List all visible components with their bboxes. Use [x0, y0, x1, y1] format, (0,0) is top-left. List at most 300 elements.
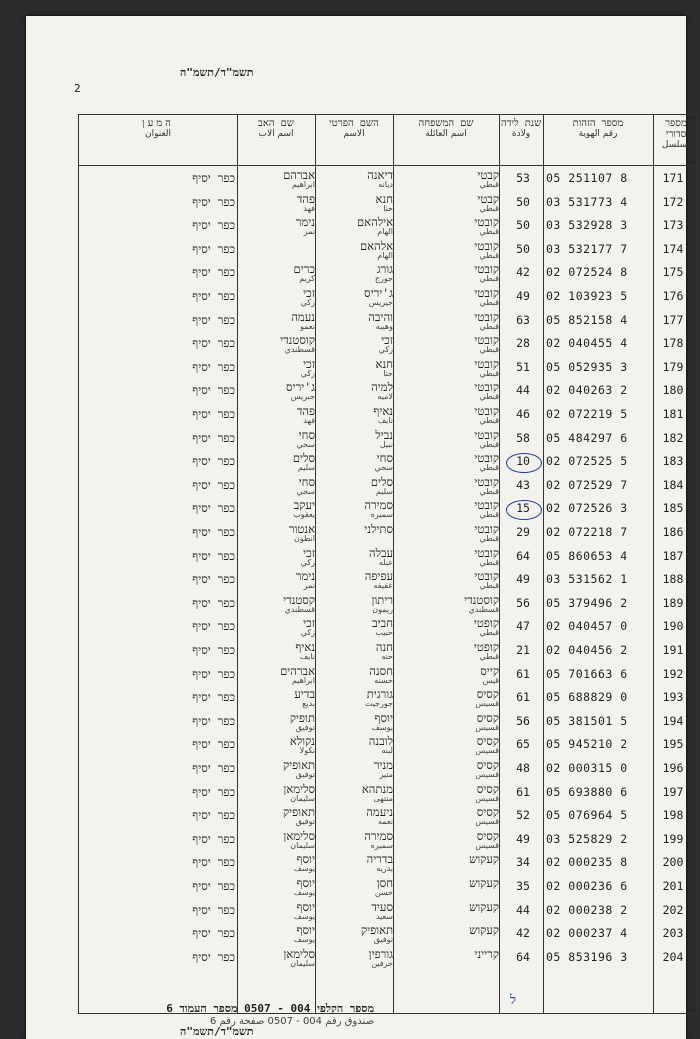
row-father-name-arabic: فهد	[303, 203, 315, 213]
table-row	[79, 663, 699, 687]
row-id-number: 05 381501 5	[546, 713, 628, 728]
row-id-number: 05 853196 3	[546, 949, 628, 964]
row-id-number: 03 532177 7	[546, 241, 628, 256]
row-father-name: קוסטנדי	[280, 333, 315, 348]
row-id-number: 05 688829 0	[546, 690, 628, 705]
row-first-name: מניר	[373, 758, 393, 772]
row-father-name-arabic: نكولا	[299, 746, 315, 756]
row-father-name: פהד	[296, 404, 315, 418]
row-father-name-arabic: نعمو	[300, 321, 315, 331]
table-row	[79, 639, 699, 663]
pen-circle-mark	[506, 500, 542, 520]
row-family-name-arabic: قبطي	[479, 368, 499, 378]
row-seq: 171	[662, 171, 684, 185]
row-first-name-arabic: سعيد	[375, 911, 393, 921]
row-birth-year: 61	[516, 690, 530, 705]
row-address: כפר יסיף	[192, 690, 235, 705]
row-seq: 182	[662, 430, 684, 445]
row-id-number: 02 040457 0	[546, 619, 628, 634]
row-seq: 196	[662, 761, 684, 775]
row-birth-year: 56	[516, 713, 530, 728]
row-first-name-arabic: جورج	[374, 274, 393, 284]
table-row	[79, 167, 699, 191]
row-family-name: קובטי	[474, 404, 499, 418]
row-family-name-arabic: قبطي	[479, 534, 499, 543]
row-id-number: 05 701663 6	[546, 666, 628, 681]
row-seq: 201	[662, 879, 684, 893]
row-seq: 202	[662, 902, 684, 917]
row-first-name: אלהאם	[360, 238, 393, 253]
row-first-name: יוסף	[374, 710, 393, 725]
row-birth-year: 42	[516, 926, 530, 941]
row-father-name-arabic: سليمان	[290, 840, 315, 850]
row-id-number: 03 525829 2	[546, 831, 628, 846]
row-family-name-arabic: قبطي	[479, 180, 499, 189]
row-father-name: יוסף	[296, 899, 315, 914]
row-family-name: קובטי	[474, 262, 499, 277]
row-birth-year: 49	[516, 572, 530, 587]
row-birth-year: 47	[516, 619, 530, 634]
row-family-name-arabic: قبطي	[479, 298, 499, 307]
row-address: כפר יסיף	[192, 171, 235, 185]
row-id-number: 05 484297 6	[546, 430, 628, 445]
row-address: כפר יסיף	[192, 902, 235, 917]
header-divider	[79, 165, 697, 166]
row-father-name: נימר	[295, 569, 315, 584]
row-father-name: סלימאן	[283, 946, 315, 961]
row-first-name-arabic: ريمون	[372, 604, 393, 614]
row-first-name-arabic: عفيفه	[373, 581, 393, 591]
row-family-name: קובטי	[474, 215, 499, 230]
row-birth-year: 15	[516, 501, 530, 516]
row-first-name: סעיד	[371, 899, 393, 914]
header-seq: מספר סדורי تسلسل	[661, 118, 691, 150]
row-father-name: נעמה	[291, 309, 315, 324]
row-father-name-arabic: ابراهيم	[291, 180, 315, 189]
row-father-name: יעקב	[293, 498, 315, 513]
row-first-name-arabic: لاميه	[377, 392, 393, 402]
row-family-name-arabic: قبطي	[479, 345, 499, 355]
row-father-name-arabic: سحي	[296, 439, 315, 449]
row-id-number: 02 072218 7	[546, 525, 628, 539]
row-id-number: 03 532928 3	[546, 218, 628, 233]
row-first-name-arabic: حنا	[383, 368, 393, 378]
row-seq: 200	[662, 855, 684, 870]
row-birth-year: 34	[516, 855, 530, 870]
row-address: כפר יסיף	[192, 761, 235, 775]
table-row	[79, 804, 699, 828]
row-birth-year: 56	[516, 595, 530, 610]
row-id-number: 03 531773 4	[546, 194, 628, 209]
row-seq: 204	[662, 949, 684, 964]
row-first-name: אילהאם	[357, 215, 393, 230]
header-address: המען العنوان	[142, 118, 174, 139]
row-family-name: קבטי	[477, 168, 499, 182]
table-row	[79, 332, 699, 356]
row-address: כפר יסיף	[192, 855, 235, 870]
row-first-name-arabic: توفيق	[373, 935, 393, 945]
row-birth-year: 35	[516, 879, 530, 893]
document-page	[26, 16, 691, 1039]
row-id-number: 02 072219 5	[546, 407, 628, 421]
row-father-name-arabic: توفيق	[295, 722, 315, 732]
row-family-name-arabic: قبطي	[479, 321, 499, 331]
row-family-name: קובטי	[474, 238, 499, 253]
row-family-name-arabic: قبطي	[479, 416, 499, 425]
row-father-name: יוסף	[296, 852, 315, 867]
row-first-name-arabic: نايف	[377, 416, 393, 425]
row-family-name: קעקוש	[469, 852, 499, 867]
row-address: כפר יסיף	[192, 619, 235, 634]
row-father-name: ג'יריס	[286, 380, 315, 395]
row-first-name-arabic: جورجيت	[364, 699, 393, 709]
row-father-name: סלימאן	[283, 781, 315, 796]
row-address: כפר יסיף	[192, 430, 235, 445]
row-first-name: עבלה	[368, 545, 393, 560]
row-father-name-arabic: زكي	[300, 557, 315, 567]
row-first-name: לובנה	[368, 734, 393, 749]
table-row	[79, 615, 699, 639]
row-first-name-arabic: سليم	[375, 486, 393, 496]
row-family-name-arabic: قسيس	[475, 817, 499, 827]
row-father-name: יוסף	[296, 923, 315, 938]
row-id-number: 03 531562 1	[546, 572, 628, 587]
row-id-number: 02 072524 8	[546, 265, 628, 280]
row-first-name: ניעמה	[366, 805, 393, 820]
row-father-name-arabic: يوسف	[293, 888, 315, 897]
table-row	[79, 781, 699, 805]
row-address: כפר יסיף	[192, 501, 235, 516]
row-father-name: נימר	[295, 215, 315, 230]
row-family-name-arabic: قسيس	[475, 793, 499, 803]
row-first-name-arabic: نبيل	[379, 439, 393, 449]
row-first-name-arabic: الهام	[377, 227, 393, 237]
row-address: כפר יסיף	[192, 643, 235, 657]
table-row	[79, 592, 699, 616]
row-first-name-arabic: حبيب	[375, 628, 393, 638]
row-birth-year: 44	[516, 383, 530, 398]
row-address: כפר יסיף	[192, 218, 235, 233]
row-first-name-arabic: جرفين	[371, 958, 393, 968]
row-family-name-arabic: قسيس	[475, 840, 499, 850]
row-id-number: 02 103923 5	[546, 289, 628, 303]
row-first-name: דיאנה	[367, 168, 393, 182]
row-family-name: קובטי	[474, 474, 499, 489]
table-row	[79, 828, 699, 852]
row-address: כפר יסיף	[192, 383, 235, 398]
row-address: כפר יסיף	[192, 831, 235, 846]
row-first-name: חסן	[376, 876, 393, 890]
row-family-name: קסיס	[476, 734, 499, 749]
row-family-name: קייס	[480, 663, 499, 678]
row-family-name-arabic: قسيس	[475, 722, 499, 732]
row-birth-year: 42	[516, 265, 530, 280]
row-birth-year: 64	[516, 949, 530, 964]
row-birth-year: 63	[516, 312, 530, 327]
row-birth-year: 65	[516, 737, 530, 752]
page-number: 2	[74, 82, 81, 95]
row-father-name: תאופיק	[282, 758, 315, 772]
row-id-number: 02 000238 2	[546, 902, 628, 917]
row-address: כפר יסיף	[192, 548, 235, 563]
row-seq: 180	[662, 383, 684, 398]
row-family-name: קעקוש	[469, 923, 499, 938]
row-birth-year: 43	[516, 477, 530, 492]
row-seq: 199	[662, 831, 684, 846]
row-family-name: קסיס	[476, 687, 499, 702]
row-family-name-arabic: قبطي	[479, 510, 499, 520]
header-first: השם הפרטי الاسم	[329, 118, 379, 139]
row-seq: 186	[662, 525, 684, 539]
row-birth-year: 44	[516, 902, 530, 917]
row-family-name: קובטי	[474, 333, 499, 348]
row-first-name-arabic: منتهى	[373, 793, 393, 803]
row-first-name: סמירה	[364, 828, 393, 843]
row-birth-year: 49	[516, 831, 530, 846]
table-row	[79, 946, 699, 970]
table-row	[79, 427, 699, 451]
row-first-name: גורגית	[366, 687, 393, 702]
row-family-name: קובטי	[474, 569, 499, 584]
row-seq: 189	[662, 595, 684, 610]
row-family-name-arabic: قبطي	[479, 439, 499, 449]
row-family-name-arabic: قبطي	[479, 227, 499, 237]
row-address: כפר יסיף	[192, 265, 235, 280]
table-row	[79, 521, 699, 545]
row-address: כפר יסיף	[192, 194, 235, 209]
row-family-name: קעקוש	[469, 876, 499, 890]
row-family-name: קופטי	[473, 640, 499, 654]
row-father-name-arabic: زكي	[300, 628, 315, 638]
row-family-name-arabic: قسيس	[475, 746, 499, 756]
table-row	[79, 568, 699, 592]
row-father-name: נאיף	[295, 640, 315, 654]
table-row	[79, 285, 699, 309]
row-first-name-arabic: منير	[379, 770, 393, 779]
table-row	[79, 733, 699, 757]
row-first-name: חסנה	[369, 663, 393, 678]
row-father-name-arabic: ابراهيم	[291, 675, 315, 685]
row-birth-year: 58	[516, 430, 530, 445]
row-father-name: סלימאן	[283, 828, 315, 843]
row-family-name: קובטי	[474, 545, 499, 560]
table-row	[79, 474, 699, 498]
row-birth-year: 53	[516, 171, 530, 185]
row-family-name: קסיס	[476, 710, 499, 725]
row-seq: 181	[662, 407, 684, 421]
row-family-name: קסיס	[476, 758, 499, 772]
row-family-name-arabic: قبطي	[479, 628, 499, 638]
row-seq: 194	[662, 713, 684, 728]
row-address: כפר יסיף	[192, 713, 235, 728]
row-father-name: נקולא	[289, 734, 315, 749]
row-id-number: 05 379496 2	[546, 595, 628, 610]
row-id-number: 05 852158 4	[546, 312, 628, 327]
row-father-name-arabic: سليمان	[290, 793, 315, 803]
row-father-name: בדיע	[294, 687, 315, 702]
row-address: כפר יסיף	[192, 477, 235, 492]
row-seq: 193	[662, 690, 684, 705]
row-id-number: 05 251107 8	[546, 171, 628, 185]
row-father-name-arabic: سليمان	[290, 958, 315, 968]
row-birth-year: 21	[516, 643, 530, 657]
row-address: כפר יסיף	[192, 926, 235, 941]
pen-mark: ל	[510, 993, 517, 1008]
row-family-name-arabic: قبطي	[479, 463, 499, 473]
row-father-name: סחי	[298, 427, 315, 442]
row-id-number: 02 040456 2	[546, 643, 628, 657]
row-seq: 177	[662, 312, 684, 327]
row-id-number: 02 040455 4	[546, 336, 628, 351]
row-first-name: תאופיק	[360, 923, 393, 938]
row-first-name: סתילני	[364, 522, 393, 536]
row-father-name-arabic: يعقوب	[293, 510, 315, 520]
header-father: שם האב اسم الاب	[258, 118, 294, 139]
row-father-name: זכי	[303, 286, 315, 300]
row-father-name-arabic: قسطندي	[284, 604, 315, 614]
row-address: כפר יסיף	[192, 595, 235, 610]
row-address: כפר יסיף	[192, 808, 235, 823]
row-seq: 179	[662, 359, 684, 374]
row-first-name-arabic: سميره	[370, 840, 393, 850]
row-father-name-arabic: نمر	[303, 581, 315, 591]
row-first-name: גורפין	[368, 946, 393, 961]
row-id-number: 02 072529 7	[546, 477, 628, 492]
row-seq: 185	[662, 501, 684, 516]
row-father-name: קסטנדי	[283, 592, 315, 607]
row-id-number: 02 000236 6	[546, 879, 628, 893]
row-first-name-arabic: حنه	[381, 652, 393, 661]
row-family-name-arabic: قبطي	[479, 652, 499, 661]
footer-ballot-info-arabic: صندوق رقم 004 - 0507 صفحة رقم 6	[209, 1016, 374, 1027]
row-address: כפר יסיף	[192, 454, 235, 469]
row-father-name-arabic: توفيق	[295, 770, 315, 779]
header-id: מספר הזהות رقم الهوية	[572, 118, 624, 139]
row-father-name-arabic: فهد	[303, 416, 315, 425]
row-id-number: 02 072526 3	[546, 501, 628, 516]
row-family-name: קעקוש	[469, 899, 499, 914]
row-father-name-arabic: زكي	[300, 368, 315, 378]
row-id-number: 02 000235 8	[546, 855, 628, 870]
table-row	[79, 261, 699, 285]
row-first-name-arabic: الهام	[377, 250, 393, 260]
row-first-name: נאיף	[373, 404, 393, 418]
row-family-name: קובטי	[474, 309, 499, 324]
table-row	[79, 309, 699, 333]
row-birth-year: 29	[516, 525, 530, 539]
row-father-name-arabic: يوسف	[293, 935, 315, 945]
table-row	[79, 403, 699, 427]
row-first-name: מנתהא	[361, 781, 393, 796]
row-id-number: 02 040263 2	[546, 383, 628, 398]
row-family-name-arabic: قبطي	[479, 392, 499, 402]
row-first-name-arabic: حسن	[374, 888, 393, 897]
row-address: כפר יסיף	[192, 784, 235, 799]
row-father-name-arabic: يوسف	[293, 911, 315, 921]
row-address: כפר יסיף	[192, 289, 235, 303]
row-father-name-arabic: يوسف	[293, 864, 315, 874]
row-father-name-arabic: انطون	[293, 534, 315, 543]
row-family-name-arabic: قبطي	[479, 250, 499, 260]
header-family: שם המשפחה اسم العائلة	[418, 118, 474, 139]
row-address: כפר יסיף	[192, 525, 235, 539]
row-seq: 195	[662, 737, 684, 752]
row-father-name: תאופיק	[282, 805, 315, 820]
row-family-name: קובטי	[474, 498, 499, 513]
row-first-name: חנא	[375, 356, 393, 371]
row-father-name: סחי	[298, 474, 315, 489]
row-family-name: קסיס	[476, 781, 499, 796]
row-first-name: חנא	[375, 191, 393, 206]
row-first-name-arabic: يوسف	[371, 722, 393, 732]
row-father-name: זכי	[303, 356, 315, 371]
row-birth-year: 48	[516, 761, 530, 775]
row-seq: 176	[662, 289, 684, 303]
row-id-number: 02 000315 0	[546, 761, 628, 775]
row-family-name: קובטי	[474, 522, 499, 536]
row-family-name: קובטי	[474, 427, 499, 442]
row-first-name-arabic: بدريه	[376, 864, 393, 874]
row-first-name: ריתון	[371, 592, 393, 607]
row-first-name-arabic: نعمه	[378, 817, 393, 827]
row-first-name-arabic: حنا	[383, 203, 393, 213]
row-first-name: סמירה	[364, 498, 393, 513]
row-birth-year: 61	[516, 666, 530, 681]
row-first-name: ג'יריס	[364, 286, 393, 300]
row-family-name: קובטי	[474, 451, 499, 466]
row-address: כפר יסיף	[192, 572, 235, 587]
row-seq: 173	[662, 218, 684, 233]
row-family-name-arabic: قبطي	[479, 274, 499, 284]
row-id-number: 05 076964 5	[546, 808, 628, 823]
row-birth-year: 28	[516, 336, 530, 351]
row-birth-year: 61	[516, 784, 530, 799]
row-father-name: כרים	[293, 262, 315, 277]
row-birth-year: 52	[516, 808, 530, 823]
table-row	[79, 356, 699, 380]
row-first-name: למיה	[371, 380, 393, 395]
row-first-name: גורג	[376, 262, 393, 277]
row-father-name-arabic: بديع	[302, 699, 315, 709]
row-family-name-arabic: قسيس	[475, 699, 499, 709]
row-birth-year: 10	[516, 454, 530, 469]
row-first-name-arabic: عبله	[378, 557, 393, 567]
table-row	[79, 686, 699, 710]
header-year: שנת לידה ولادة	[500, 118, 542, 139]
row-first-name: והיבה	[368, 309, 393, 324]
row-address: כפר יסיף	[192, 312, 235, 327]
row-father-name-arabic: زكي	[300, 298, 315, 307]
row-seq: 191	[662, 643, 684, 657]
row-first-name: סחי	[376, 451, 393, 466]
row-father-name: סלים	[292, 451, 315, 466]
row-id-number: 05 860653 4	[546, 548, 628, 563]
row-address: כפר יסיף	[192, 666, 235, 681]
row-family-name: קוסטנדי	[464, 592, 499, 607]
row-father-name: זכי	[303, 616, 315, 631]
row-seq: 174	[662, 241, 684, 256]
row-family-name-arabic: قسيس	[475, 770, 499, 779]
row-family-name-arabic: قبطي	[479, 486, 499, 496]
table-row	[79, 379, 699, 403]
row-birth-year: 64	[516, 548, 530, 563]
row-seq: 175	[662, 265, 684, 280]
row-first-name-arabic: ديانه	[378, 180, 393, 189]
row-seq: 203	[662, 926, 684, 941]
row-father-name-arabic: نمر	[303, 227, 315, 237]
row-first-name-arabic: لبنه	[381, 746, 393, 756]
row-birth-year: 46	[516, 407, 530, 421]
